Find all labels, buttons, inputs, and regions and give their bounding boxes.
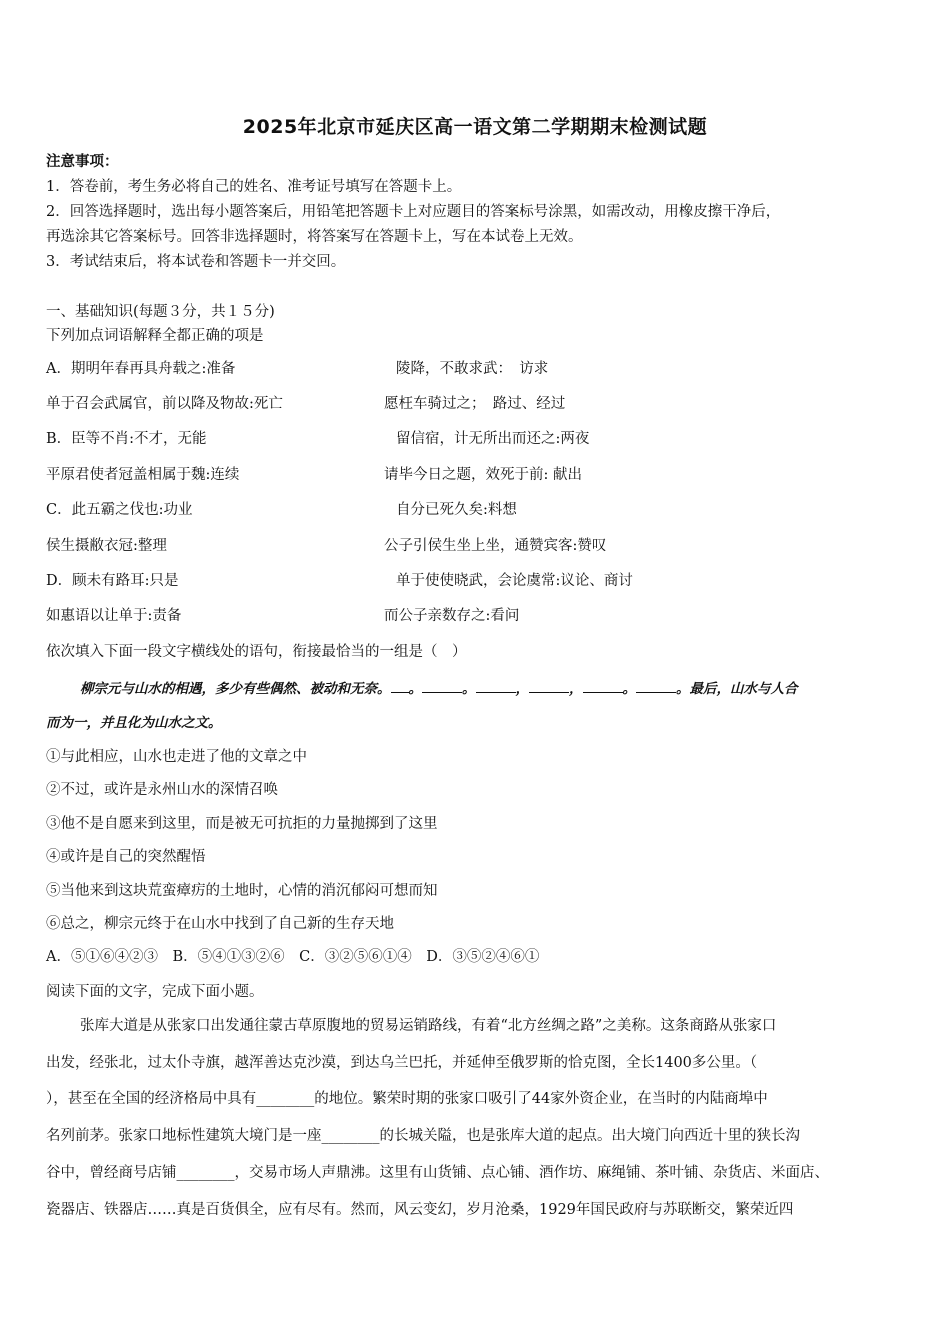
q1-option-row (46, 571, 906, 591)
option-left: 如惠语以让单于:责备 (46, 608, 182, 624)
fill-blank[interactable] (422, 678, 462, 693)
section1-heading: 一、基础知识(每题３分，共１５分) (46, 304, 275, 320)
q1-option-row (46, 429, 906, 449)
reading-intro: 阅读下面的文字，完成下面小题。 (46, 984, 264, 1000)
q2-choices: A．⑤①⑥④②③ B．⑤④①③②⑥ C．③②⑤⑥①④ D．③⑤②④⑥① (46, 949, 540, 965)
reading-line: 谷中，曾经商号店铺________，交易市场人声鼎沸。这里有山货铺、点心铺、酒作坊、麻绳铺、茶叶铺、杂货店、米面店、 (46, 1165, 829, 1181)
reading-line: 出发，经张北，过太仆寺旗，越浑善达克沙漠，到达乌兰巴托，并延伸至俄罗斯的恰克图，全长1400多公里。（ (46, 1055, 758, 1071)
option-left: B．臣等不肖:不才，无能 (46, 431, 207, 447)
option-left: 侯生摄敝衣冠:整理 (46, 538, 167, 554)
option-left: A．期明年春再具舟载之:准备 (46, 361, 236, 377)
option-right: 公子引侯生坐上坐，通赞宾客:赞叹 (384, 538, 607, 554)
notice-heading: 注意事项： (46, 153, 119, 170)
q2-stem: 依次填入下面一段文字横线处的语句，衔接最恰当的一组是（ ） (46, 644, 467, 660)
fill-blank[interactable] (529, 678, 569, 693)
option-left: 平原君使者冠盖相属于魏:连续 (46, 467, 240, 483)
exam-title: 2025年北京市延庆区高一语文第二学期期末检测试题 (242, 116, 708, 138)
reading-line: 张库大道是从张家口出发通往蒙古草原腹地的贸易运销路线，有着“北方丝绸之路”之美称。这条商路从张家口 (80, 1018, 777, 1034)
option-right: 留信宿，计无所出而还之:两夜 (396, 431, 590, 447)
fill-blank[interactable] (476, 678, 516, 693)
q2-item-6: ⑥总之，柳宗元终于在山水中找到了自己新的生存天地 (46, 916, 394, 932)
reading-line: 名列前茅。张家口地标性建筑大境门是一座________的长城关隘，也是张库大道的起点。出大境门向西近十里的狭长沟 (46, 1128, 800, 1144)
q1-stem: 下列加点词语解释全都正确的项是 (46, 328, 264, 344)
option-right: 陵降，不敢求武： 访求 (396, 361, 549, 377)
option-right: 请毕今日之题，效死于前: 献出 (384, 467, 582, 483)
q1-option-row (46, 394, 906, 414)
notice-item-1: 1．答卷前，考生务必将自己的姓名、准考证号填写在答题卡上。 (46, 179, 462, 195)
q2-item-5: ⑤当他来到这块荒蛮瘴疠的土地时，心情的消沉郁闷可想而知 (46, 883, 438, 899)
q1-option-row (46, 359, 906, 379)
option-right: 愿枉车骑过之； 路过、经过 (384, 396, 566, 412)
q1-option-row (46, 465, 906, 485)
fill-blank[interactable] (636, 678, 676, 693)
notice-item-2: 2．回答选择题时，选出每小题答案后，用铅笔把答题卡上对应题目的答案标号涂黑，如需改动，用橡皮擦干净后， (46, 204, 781, 220)
option-right: 而公子亲数存之:看问 (384, 608, 520, 624)
q2-item-3: ③他不是自愿来到这里，而是被无可抗拒的力量抛掷到了这里 (46, 816, 438, 832)
option-right: 单于使使晓武，会论虞常:议论、商讨 (396, 573, 633, 589)
notice-item-2-cont: 再选涂其它答案标号。回答非选择题时，将答案写在答题卡上，写在本试卷上无效。 (46, 229, 583, 245)
q1-option-row (46, 606, 906, 626)
option-left: C．此五霸之伐也:功业 (46, 502, 193, 518)
q1-option-row (46, 500, 906, 520)
q2-passage-start: 柳宗元与山水的相遇，多少有些偶然、被动和无奈。 (80, 681, 391, 697)
option-left: D．顾未有路耳:只是 (46, 573, 179, 589)
option-right: 自分已死久矣:料想 (396, 502, 517, 518)
q2-passage-end: 。最后，山水与人合 (676, 681, 798, 697)
fill-blank[interactable] (391, 678, 409, 693)
q2-item-4: ④或许是自己的突然醒悟 (46, 849, 206, 865)
q1-option-row (46, 536, 906, 556)
option-left: 单于召会武属官，前以降及物故:死亡 (46, 396, 283, 412)
reading-line: ），甚至在全国的经济格局中具有________的地位。繁荣时期的张家口吸引了44家外资企业，在当时的内陆商埠中 (46, 1091, 768, 1107)
q2-item-1: ①与此相应，山水也走进了他的文章之中 (46, 749, 307, 765)
q2-item-2: ②不过，或许是永州山水的深情召唤 (46, 782, 278, 798)
notice-item-3: 3．考试结束后，将本试卷和答题卡一并交回。 (46, 254, 346, 270)
fill-blank[interactable] (583, 678, 623, 693)
q2-passage-line1: 柳宗元与山水的相遇，多少有些偶然、被动和无奈。 。 。 ， ， 。 。最后，山水与人合 (80, 678, 798, 699)
q2-passage-line2: 而为一，并且化为山水之文。 (46, 715, 222, 731)
reading-line: 瓷器店、铁器店……真是百货俱全，应有尽有。然而，风云变幻，岁月沧桑，1929年国民政府与苏联断交，繁荣近四 (46, 1202, 794, 1218)
